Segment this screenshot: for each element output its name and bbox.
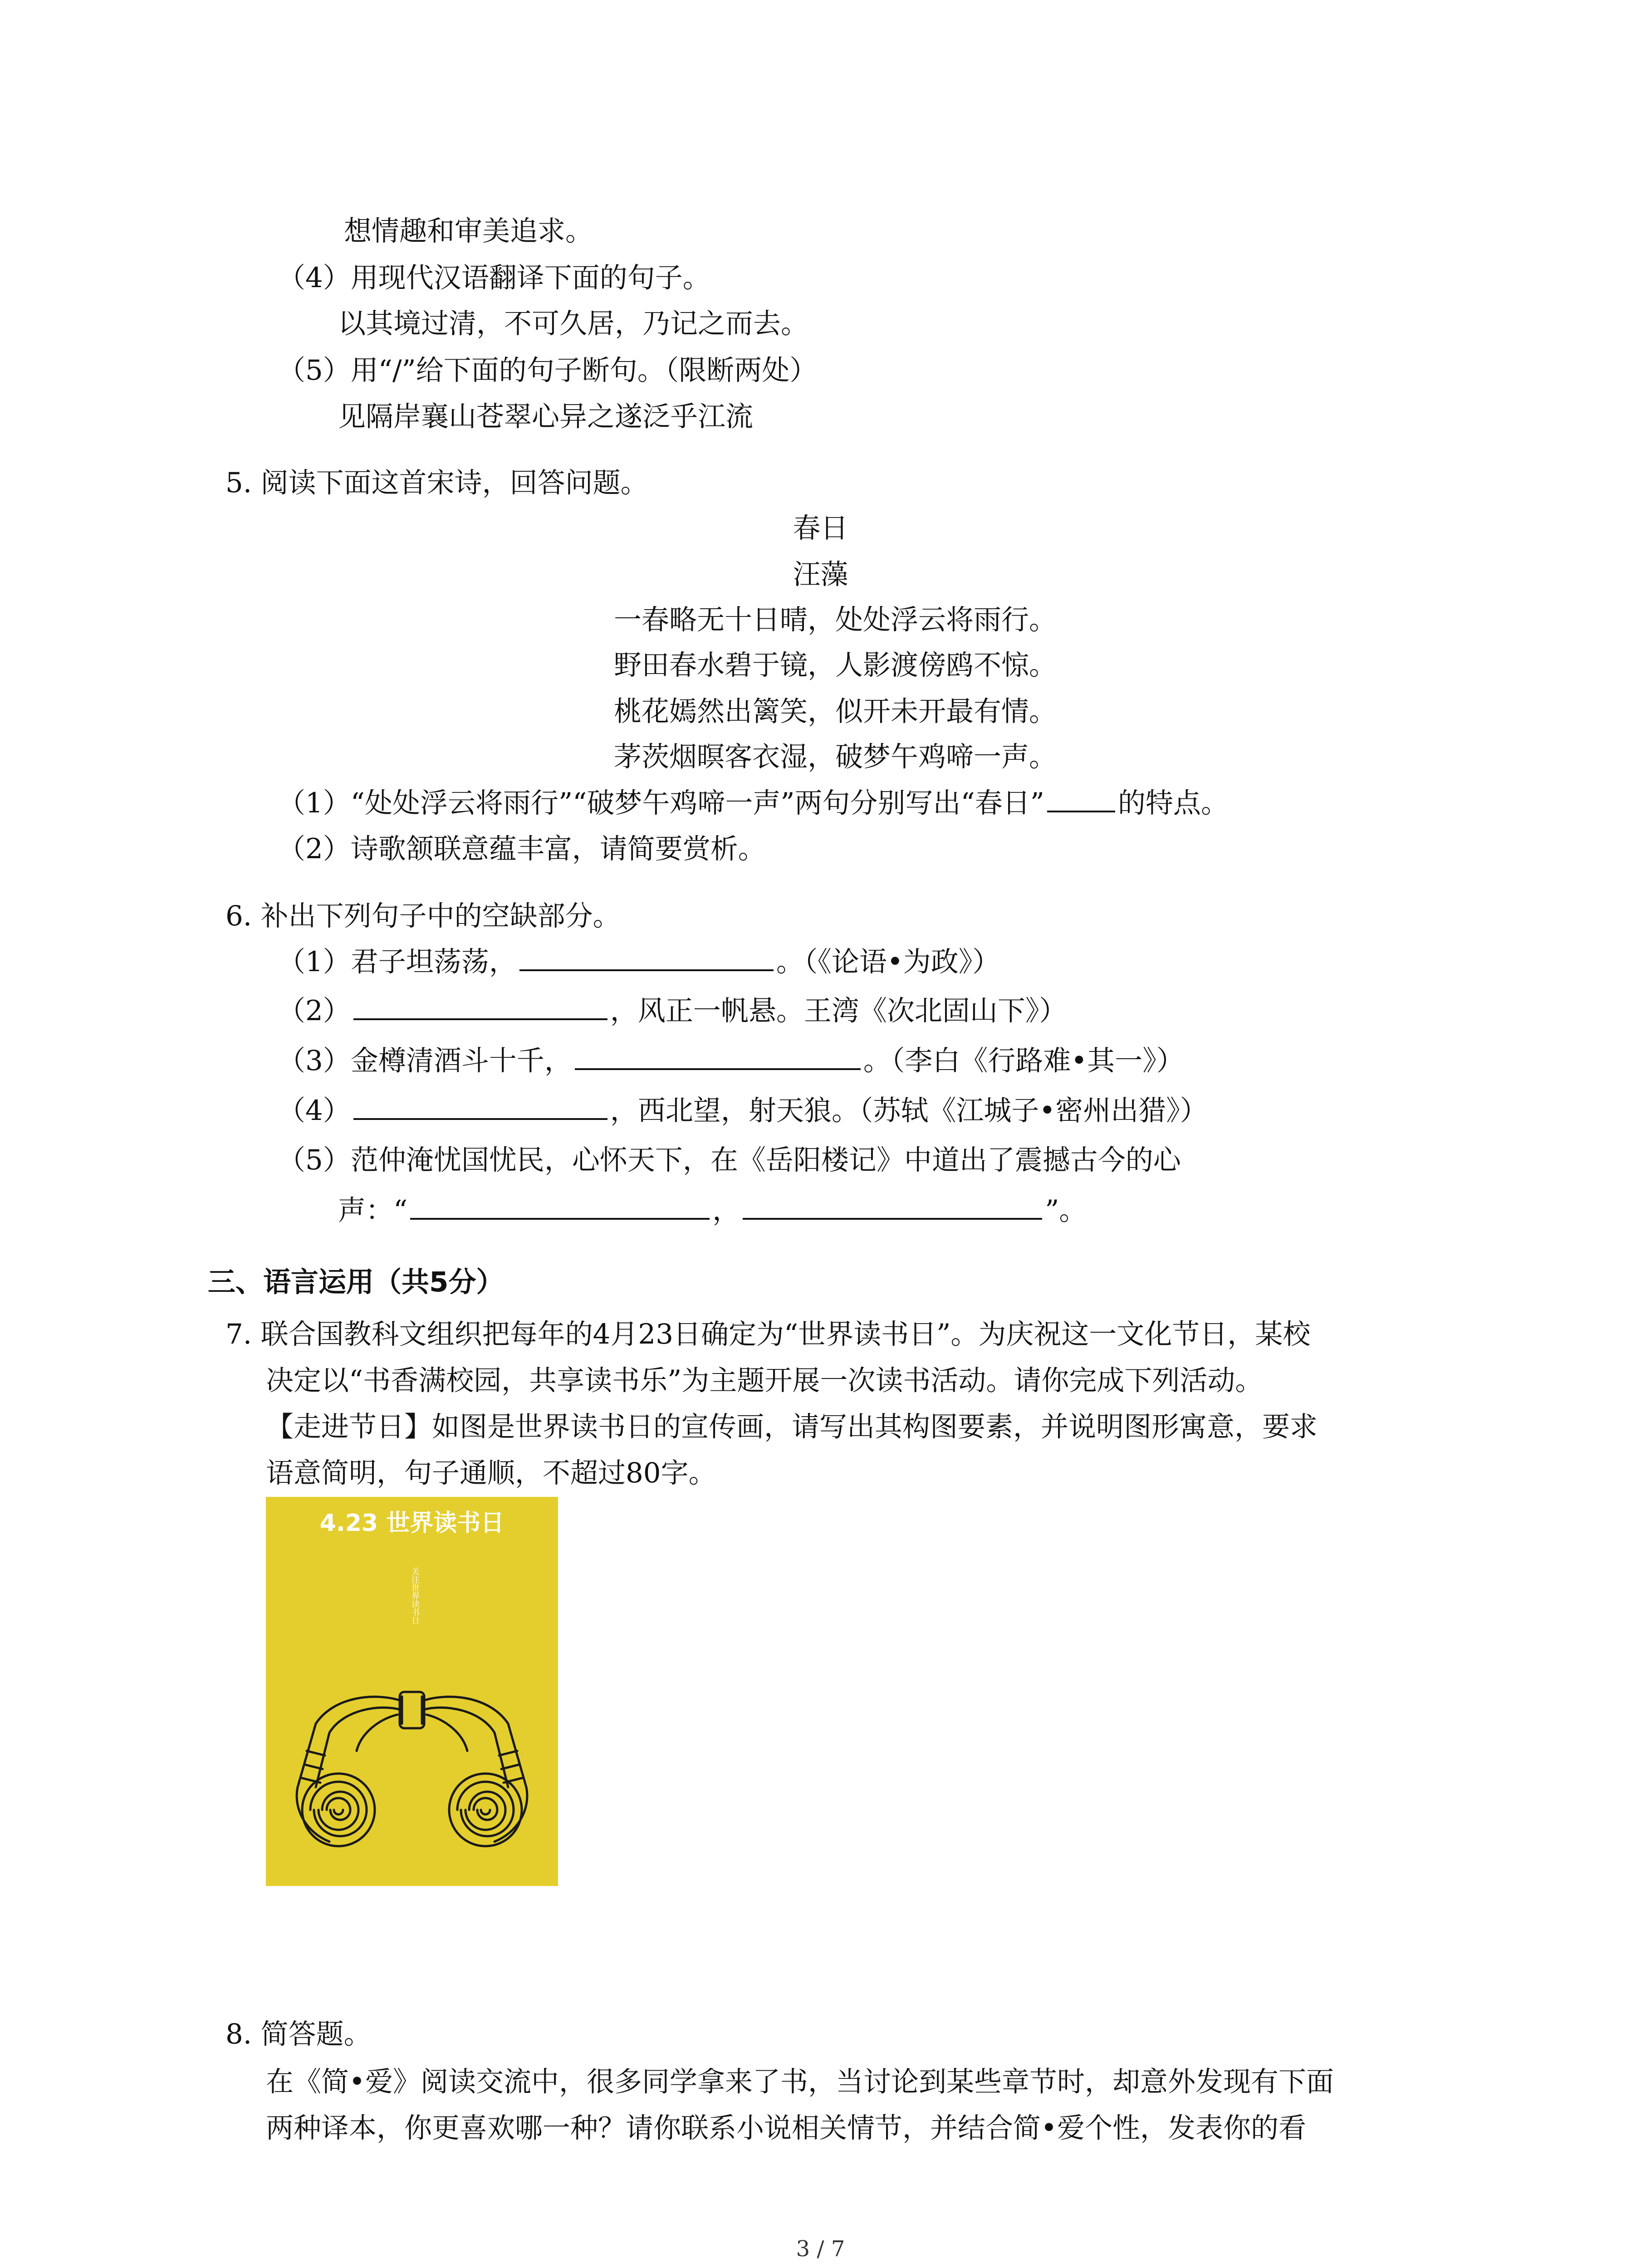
q6-item-2-after: ，风正一帆悬。王湾《次北固山下》） — [610, 995, 1067, 1027]
poem-title: 春日 — [793, 512, 848, 544]
q5-sub1-before: （1）“处处浮云将雨行”“破梦午鸡啼一声”两句分别写出“春日” — [278, 787, 1044, 819]
q6-stem: 6. 补出下列句子中的空缺部分。 — [225, 900, 621, 932]
q5-sub1-after: 的特点。 — [1117, 787, 1229, 819]
answer-blank[interactable] — [1047, 782, 1115, 812]
q8-line-1: 在《简•爱》阅读交流中，很多同学拿来了书，当讨论到某些章节时，却意外发现有下面 — [266, 2066, 1334, 2098]
q6-item-2-label: （2） — [278, 995, 351, 1027]
q4-sub5-label: （5）用“/”给下面的句子断句。（限断两处） — [278, 354, 818, 386]
q6-item-2 — [278, 990, 1067, 1031]
q6-item-4 — [278, 1090, 1208, 1131]
q6-item-5-open: 声：“ — [338, 1194, 408, 1227]
q6-item-4-after: ，西北望，射天狼。（苏轼《江城子•密州出猎》） — [610, 1095, 1208, 1127]
q7-line-4: 语意简明，句子通顺，不超过80字。 — [266, 1457, 716, 1489]
page-number: 3 / 7 — [796, 2236, 845, 2262]
q6-item-3-label: （3） — [278, 1045, 351, 1077]
poem-author: 汪藻 — [793, 558, 848, 591]
q6-item-5-line2 — [338, 1190, 1087, 1231]
q8-line-2: 两种译本，你更喜欢哪一种？请你联系小说相关情节，并结合简•爱个性，发表你的看 — [266, 2112, 1306, 2144]
answer-blank[interactable] — [519, 941, 774, 971]
answer-blank[interactable] — [353, 1090, 607, 1120]
q6-item-1-label: （1） — [278, 946, 351, 978]
q6-item-5-label: （5） — [278, 1144, 351, 1176]
section-heading: 三、语言运用（共5分） — [208, 1266, 504, 1298]
world-book-day-poster — [266, 1497, 558, 1886]
q7-line-3: 【走进节日】如图是世界读书日的宣传画，请写出其构图要素，并说明图形寓意，要求 — [266, 1411, 1318, 1443]
q6-item-3 — [278, 1040, 1184, 1081]
answer-blank[interactable] — [410, 1190, 710, 1220]
q6-item-3-before: 金樽清酒斗十千， — [350, 1045, 572, 1077]
q4-sub5-sentence: 见隔岸襄山苍翠心异之遂泛乎江流 — [338, 401, 754, 433]
q5-sub1 — [278, 782, 1229, 824]
q4-sub4-sentence: 以其境过清，不可久居，乃记之而去。 — [338, 308, 809, 340]
q7-line-2: 决定以“书香满校园，共享读书乐”为主题开展一次读书活动。请你完成下列活动。 — [266, 1364, 1263, 1397]
q8-stem: 8. 简答题。 — [225, 2018, 372, 2050]
q5-sub2: （2）诗歌颔联意蕴丰富，请简要赏析。 — [278, 833, 766, 865]
q6-item-5-line1: 范仲淹忧国忧民，心怀天下，在《岳阳楼记》中道出了震撼古今的心 — [350, 1144, 1181, 1176]
q4-sub4-label: （4）用现代汉语翻译下面的句子。 — [278, 262, 710, 294]
continuation-line: 想情趣和审美追求。 — [344, 215, 593, 247]
answer-blank[interactable] — [575, 1040, 861, 1070]
poem-line-2: 野田春水碧于镜，人影渡傍鸥不惊。 — [614, 649, 1057, 681]
poem-line-1: 一春略无十日晴，处处浮云将雨行。 — [614, 604, 1057, 636]
q6-item-1 — [278, 941, 1000, 982]
q6-item-5-comma: ， — [712, 1194, 740, 1227]
q6-item-1-before: 君子坦荡荡， — [350, 946, 517, 978]
q6-item-5 — [278, 1140, 1181, 1181]
q5-stem: 5. 阅读下面这首宋诗，回答问题。 — [225, 467, 648, 499]
poster-vertical-text: 关注世界读书日 — [410, 1567, 420, 1624]
binoculars-book-icon — [266, 1497, 558, 1886]
poem-line-3: 桃花嫣然出篱笑，似开未开最有情。 — [614, 695, 1057, 728]
q6-item-1-after: 。（《论语•为政》） — [776, 946, 1000, 978]
poster-title: 4.23 世界读书日 — [319, 1510, 505, 1537]
q7-line-1: 7. 联合国教科文组织把每年的4月23日确定为“世界读书日”。为庆祝这一文化节日，某校 — [225, 1318, 1311, 1350]
poem-line-4: 茅茨烟暝客衣湿，破梦午鸡啼一声。 — [614, 741, 1057, 773]
q6-item-4-label: （4） — [278, 1095, 351, 1127]
answer-blank[interactable] — [353, 990, 607, 1020]
q6-item-3-after: 。（李白《行路难•其一》） — [863, 1045, 1184, 1077]
q6-item-5-close: ”。 — [1045, 1194, 1087, 1227]
answer-blank[interactable] — [743, 1190, 1042, 1220]
